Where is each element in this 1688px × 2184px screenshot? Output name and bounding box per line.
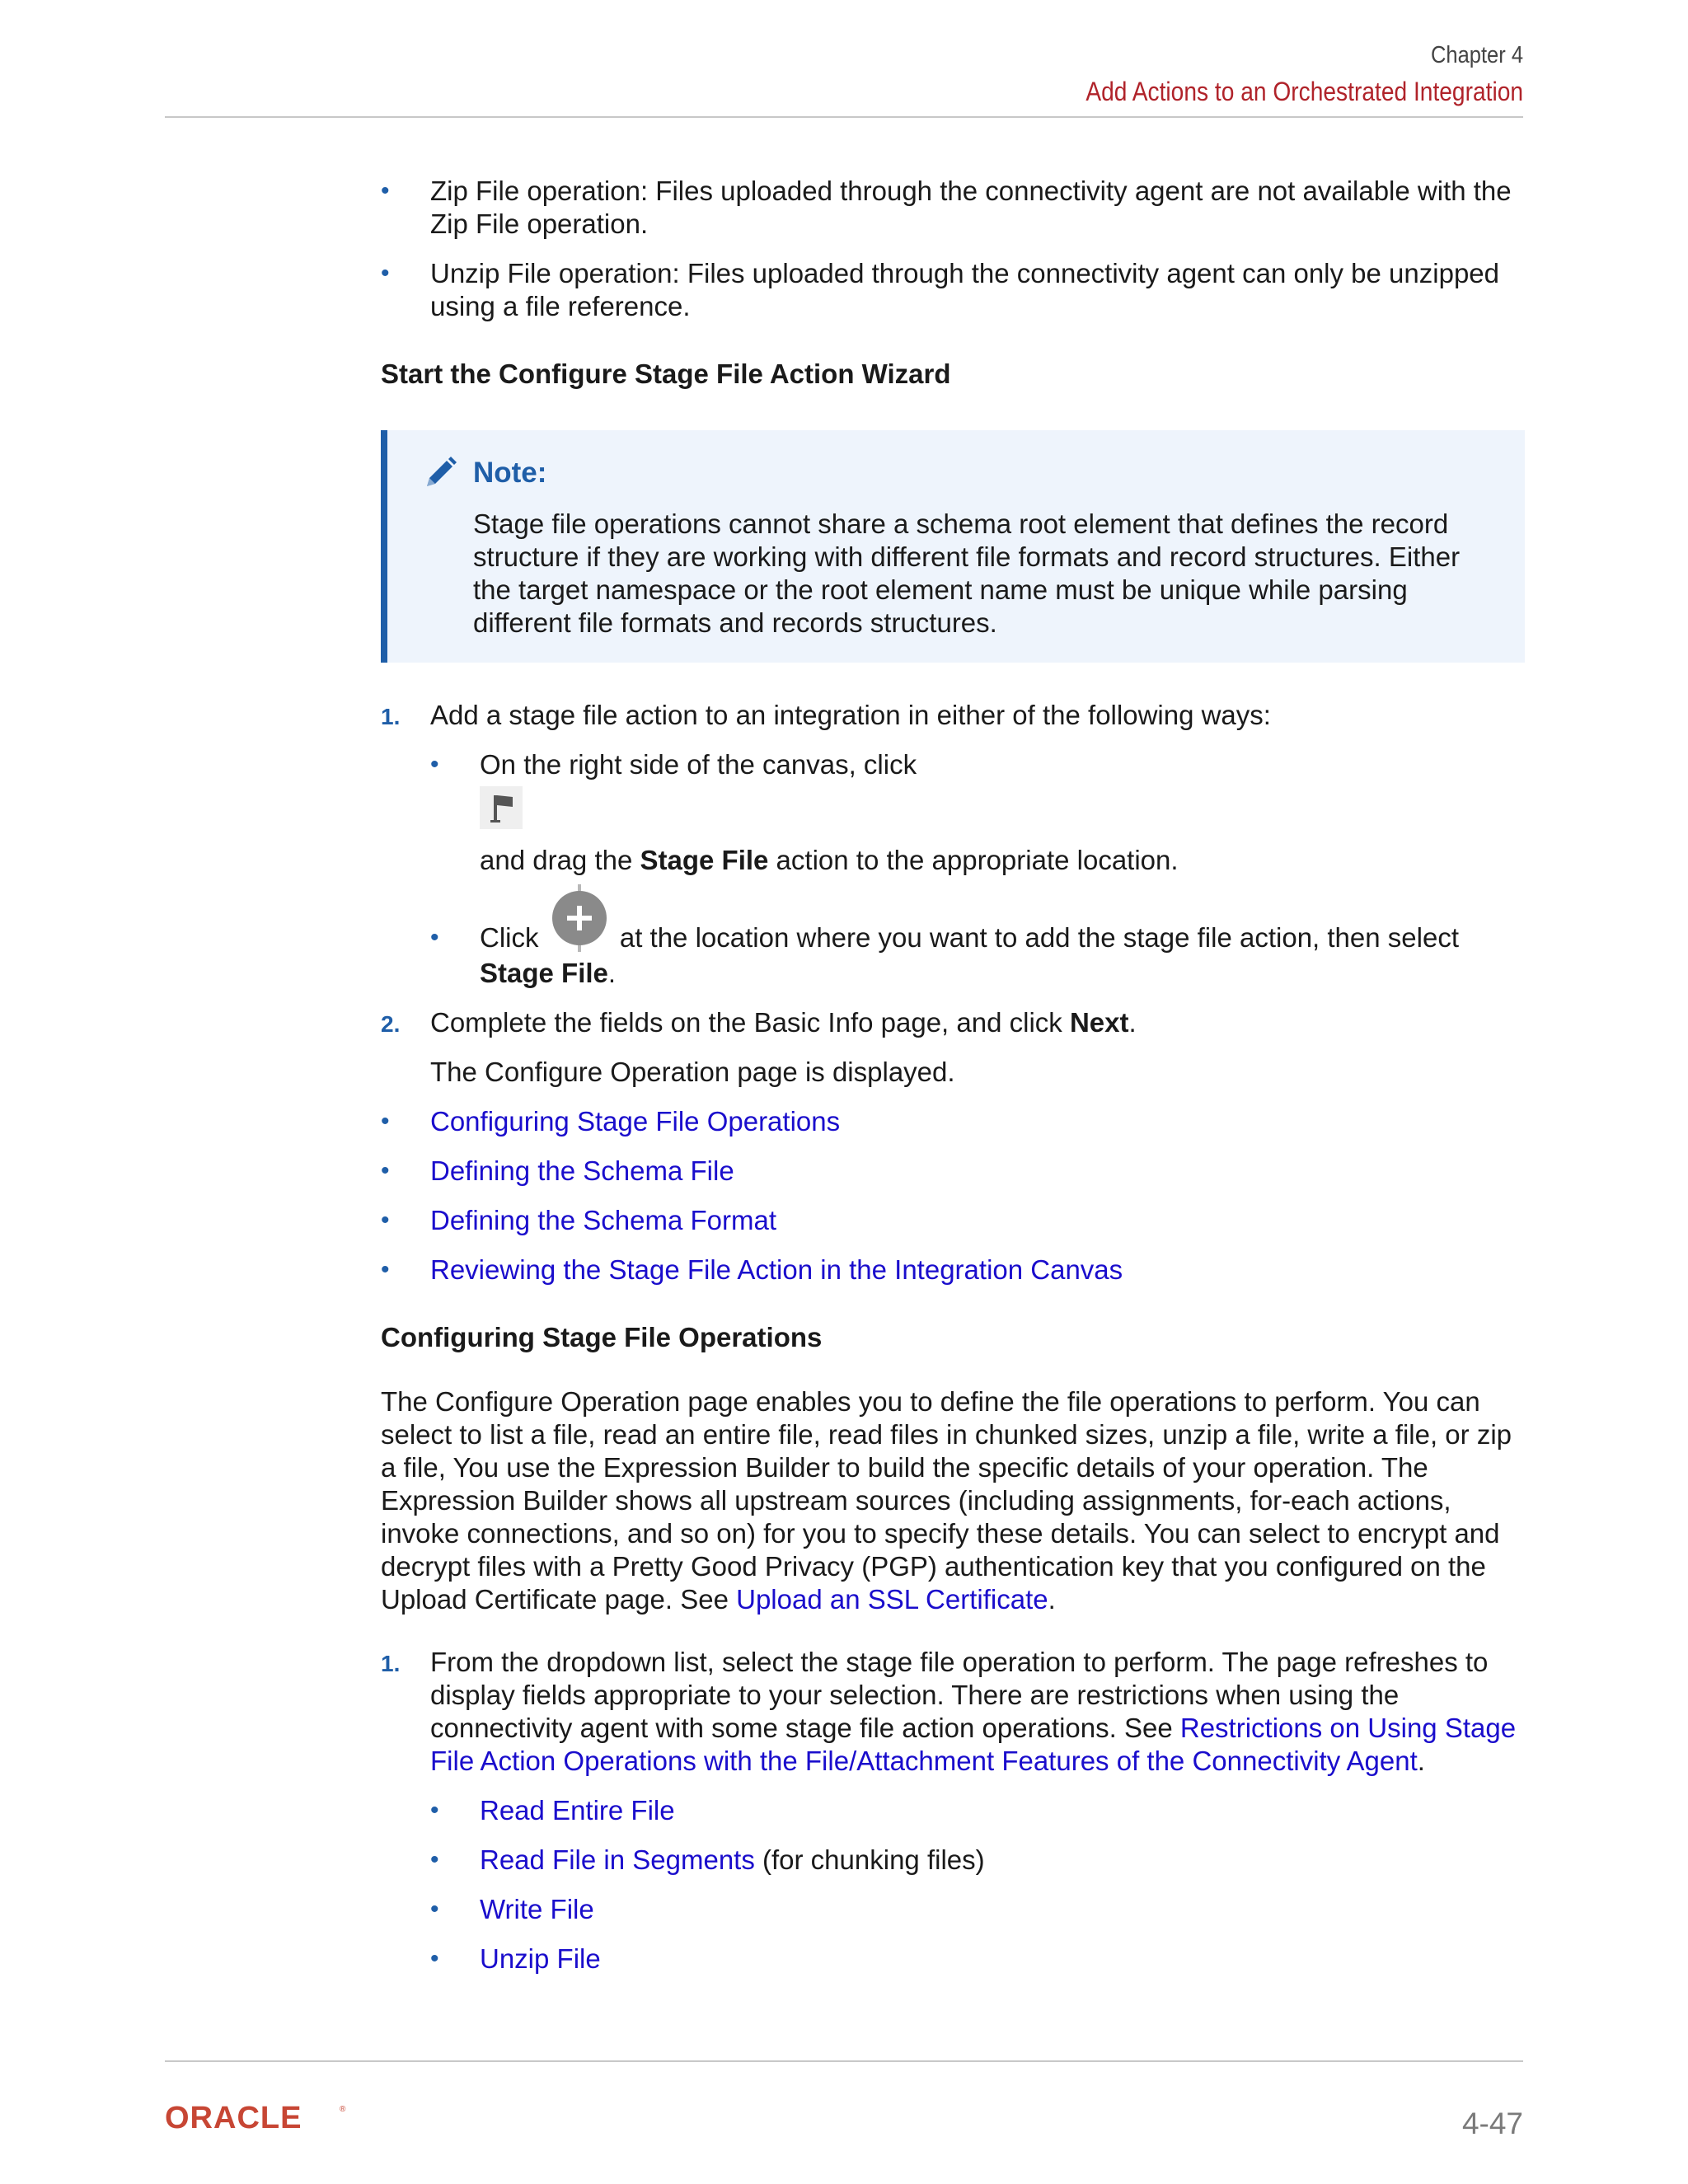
next-term: Next	[1069, 1007, 1129, 1038]
sub-item-text: On the right side of the canvas, click	[480, 749, 917, 780]
list-item	[381, 257, 1525, 323]
bullet: •	[381, 1256, 390, 1284]
upload-ssl-link[interactable]: Upload an SSL Certificate	[736, 1584, 1048, 1615]
step-item	[381, 699, 1525, 990]
bullet: •	[381, 260, 390, 287]
bullet: •	[430, 1797, 439, 1825]
bullet: •	[430, 1945, 439, 1973]
bullet: •	[381, 1157, 390, 1185]
stage-file-term: Stage File	[640, 845, 769, 875]
bullet: •	[381, 1108, 390, 1136]
read-entire-file-link[interactable]: Read Entire File	[480, 1795, 675, 1826]
config-heading: Configuring Stage File Operations	[381, 1322, 823, 1353]
step-result-text: The Configure Operation page is displayed.	[430, 1057, 955, 1088]
config-paragraph: The Configure Operation page enables you to define the file operations to perform. You can select to list a file, read an entire file, read files in chunked sizes, unzip a file, write a file, or zip a file, You use the Expression Builder to build the specific details of your operation. The Expression Builder shows all upstream sources (including assignments, for-each actions, invoke connections, and so on) for you to specify these details. You can select to encrypt and decrypt files with a Pretty Good Privacy (PGP) authentication key that you configured on the Upload Certificate page. See Upload an SSL Certificate.	[381, 1386, 1512, 1615]
toc-item	[381, 1254, 1525, 1286]
bullet: •	[430, 751, 439, 778]
step-number: 1.	[381, 704, 401, 729]
sub-item-text: Click	[480, 922, 539, 953]
list-item	[381, 175, 1525, 241]
operation-item: • Read File in Segments (for chunking files)	[430, 1844, 985, 1876]
section-title: Add Actions to an Orchestrated Integration	[1085, 76, 1523, 106]
note-title: Note:	[473, 457, 547, 489]
note-box	[381, 430, 1525, 663]
oracle-logo	[165, 2100, 354, 2135]
note-body: Stage file operations cannot share a schema root element that defines the record structure if they are working with different file formats and record structures. Either the target namespace or the root element name must be unique while parsing different file formats and records structures.	[473, 509, 1461, 638]
note-header	[422, 455, 1475, 491]
bullet: •	[430, 1846, 439, 1874]
operation-item	[430, 1794, 1525, 1827]
operation-item	[430, 1943, 1525, 1975]
footer-divider	[165, 2060, 1523, 2062]
wizard-heading: Start the Configure Stage File Action Wizard	[381, 359, 951, 389]
page-header	[1026, 41, 1523, 108]
step-number: 2.	[381, 1011, 401, 1038]
write-file-link[interactable]: Write File	[480, 1894, 594, 1925]
main-content	[381, 175, 1525, 1992]
pencil-icon	[422, 455, 458, 491]
toc-link-configuring[interactable]: Configuring Stage File Operations	[430, 1106, 841, 1137]
list-item-text: Zip File operation: Files uploaded through the connectivity agent are not available with the Zip File operation.	[430, 176, 1512, 239]
bullet: •	[381, 177, 390, 204]
step-number: 1.	[381, 1651, 401, 1677]
unzip-file-link[interactable]: Unzip File	[480, 1943, 601, 1975]
bullet: •	[430, 924, 439, 951]
add-action-plus-icon	[550, 884, 609, 952]
restrictions-link[interactable]: Restrictions on Using Stage File Action Operations with the File/Attachment Features of the Connectivity Agent	[430, 1713, 1517, 1777]
svg-text:®: ®	[340, 2105, 346, 2114]
toc-item	[381, 1105, 1525, 1138]
stage-file-term: Stage File	[480, 958, 608, 989]
toc-item	[381, 1204, 1525, 1237]
step-text: Add a stage file action to an integration in either of the following ways:	[430, 700, 1271, 730]
page-number: 4-47	[1461, 2107, 1523, 2140]
toc-link-reviewing[interactable]: Reviewing the Stage File Action in the Integration Canvas	[430, 1254, 1123, 1286]
toc-item	[381, 1155, 1525, 1188]
operation-item	[430, 1893, 1525, 1926]
bullet: •	[430, 1896, 439, 1924]
sub-list-item: • Click at the location where you want to add the stage file action, then select Stage File.	[430, 921, 1525, 990]
step-item: 1. From the dropdown list, select the stage file operation to perform. The page refreshes to display fields appropriate to your selection. There are restrictions when using the connectivity agent with some stage file action operations. See Restrictions on Using Stage File Action Operations with the File/Attachment Features of the Connectivity Agent. • Read Entire File • Read File in Segments (for chunking files) • Write File • Unzip File	[381, 1646, 1525, 1975]
bullet: •	[381, 1207, 390, 1235]
list-item-text: Unzip File operation: Files uploaded through the connectivity agent can only be unzipped using a file reference.	[430, 258, 1500, 321]
step-item: 2. Complete the fields on the Basic Info page, and click Next. The Configure Operation page is displayed.	[381, 1006, 1525, 1089]
chapter-label: Chapter 4	[1430, 42, 1523, 68]
flag-icon	[480, 786, 523, 829]
header-divider	[165, 116, 1523, 118]
read-file-in-segments-link[interactable]: Read File in Segments	[480, 1844, 755, 1876]
toc-link-schema-format[interactable]: Defining the Schema Format	[430, 1205, 777, 1236]
sub-list-item: • On the right side of the canvas, click and drag the Stage File action to the appropriate location.	[430, 749, 1179, 875]
svg-text:ORACLE: ORACLE	[165, 2101, 302, 2135]
toc-link-schema-file[interactable]: Defining the Schema File	[430, 1155, 734, 1187]
